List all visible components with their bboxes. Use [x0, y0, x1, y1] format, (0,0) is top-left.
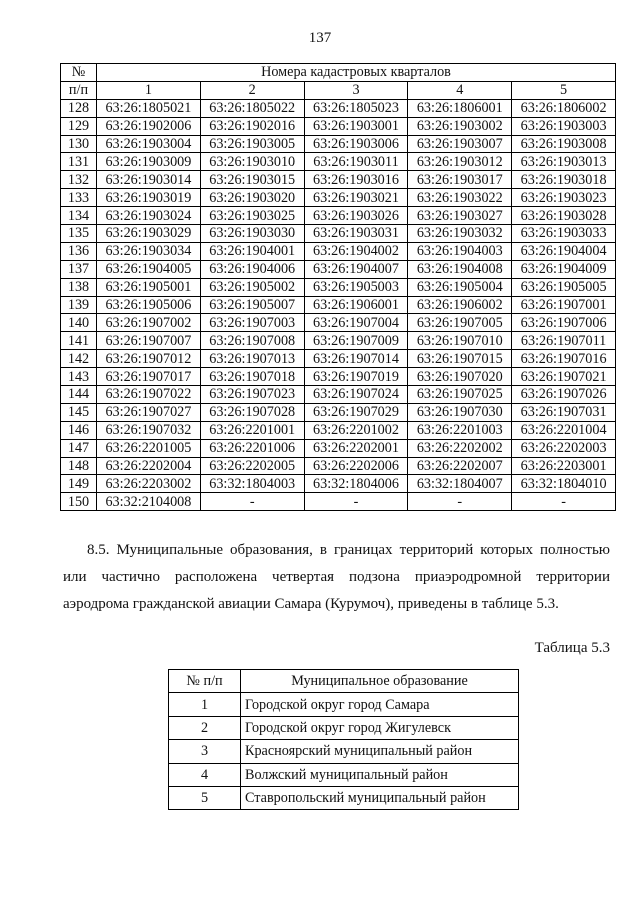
- row-number: 133: [61, 189, 97, 207]
- row-number: 138: [61, 278, 97, 296]
- cadastral-number-cell: 63:26:2201004: [512, 421, 616, 439]
- cadastral-number-cell: 63:26:1902016: [200, 117, 304, 135]
- row-number: 131: [61, 153, 97, 171]
- table-row: [61, 225, 616, 243]
- cadastral-number-cell: 63:26:1904004: [512, 242, 616, 260]
- table-column-numbers-row: [61, 81, 616, 99]
- cadastral-number-cell: 63:26:1806002: [512, 99, 616, 117]
- cadastral-number-cell: 63:26:1903002: [408, 117, 512, 135]
- cadastral-number-cell: -: [304, 493, 408, 511]
- cadastral-number-cell: 63:26:1907007: [97, 332, 201, 350]
- cadastral-number-cell: 63:26:1903005: [200, 135, 304, 153]
- row-number: 135: [61, 225, 97, 243]
- cadastral-number-cell: 63:26:1903018: [512, 171, 616, 189]
- table-row: [61, 171, 616, 189]
- cadastral-number-cell: 63:26:2202003: [512, 439, 616, 457]
- cadastral-number-cell: 63:26:1903033: [512, 225, 616, 243]
- cadastral-number-cell: 63:32:1804006: [304, 475, 408, 493]
- cadastral-number-cell: 63:26:1906002: [408, 296, 512, 314]
- table-row: [169, 716, 519, 739]
- cadastral-number-cell: 63:26:1907023: [200, 386, 304, 404]
- cadastral-number-cell: 63:26:2202004: [97, 457, 201, 475]
- cadastral-number-cell: 63:26:1806001: [408, 99, 512, 117]
- row-number: 128: [61, 99, 97, 117]
- paragraph-line: или частично расположена четвертая подзона приаэродромной территории: [63, 569, 610, 585]
- table-row: [61, 439, 616, 457]
- cadastral-number-cell: 63:32:2104008: [97, 493, 201, 511]
- cadastral-number-cell: 63:26:1903027: [408, 207, 512, 225]
- cadastral-number-cell: 63:26:1903023: [512, 189, 616, 207]
- cadastral-number-cell: 63:26:1902006: [97, 117, 201, 135]
- cadastral-number-cell: 63:26:2201001: [200, 421, 304, 439]
- row-number: 136: [61, 242, 97, 260]
- cadastral-number-cell: 63:26:1907013: [200, 350, 304, 368]
- cadastral-number-cell: 63:26:1903020: [200, 189, 304, 207]
- cadastral-number-cell: 63:26:1907021: [512, 368, 616, 386]
- cadastral-number-cell: 63:26:1907031: [512, 403, 616, 421]
- cadastral-number-cell: 63:26:1905006: [97, 296, 201, 314]
- row-number: 132: [61, 171, 97, 189]
- row-number: 2: [169, 716, 241, 739]
- table-row: [169, 740, 519, 763]
- cadastral-number-cell: 63:26:1903009: [97, 153, 201, 171]
- cadastral-number-cell: 63:26:1904005: [97, 260, 201, 278]
- cadastral-number-cell: 63:26:1907025: [408, 386, 512, 404]
- header-no-top: №: [61, 64, 97, 82]
- row-number: 4: [169, 763, 241, 786]
- cadastral-number-cell: 63:26:1903016: [304, 171, 408, 189]
- cadastral-number-cell: 63:26:1903015: [200, 171, 304, 189]
- cadastral-number-cell: 63:26:1904006: [200, 260, 304, 278]
- table-row: [61, 117, 616, 135]
- cadastral-number-cell: 63:26:2201006: [200, 439, 304, 457]
- cadastral-number-cell: 63:26:2201003: [408, 421, 512, 439]
- table-row: [61, 99, 616, 117]
- cadastral-number-cell: 63:26:2201005: [97, 439, 201, 457]
- cadastral-number-cell: 63:26:1903008: [512, 135, 616, 153]
- cadastral-quarters-table: [60, 63, 616, 511]
- table-row: [169, 786, 519, 809]
- cadastral-number-cell: 63:26:1903024: [97, 207, 201, 225]
- cadastral-number-cell: -: [408, 493, 512, 511]
- header-title: Номера кадастровых кварталов: [97, 64, 616, 82]
- cadastral-number-cell: 63:26:2203002: [97, 475, 201, 493]
- cadastral-number-cell: 63:26:1903021: [304, 189, 408, 207]
- cadastral-number-cell: 63:26:1907028: [200, 403, 304, 421]
- row-number: 139: [61, 296, 97, 314]
- row-number: 5: [169, 786, 241, 809]
- cadastral-number-cell: 63:26:1905003: [304, 278, 408, 296]
- cadastral-number-cell: 63:26:2202002: [408, 439, 512, 457]
- table-row: [61, 278, 616, 296]
- cadastral-number-cell: 63:26:1903031: [304, 225, 408, 243]
- cadastral-number-cell: 63:32:1804007: [408, 475, 512, 493]
- row-number: 134: [61, 207, 97, 225]
- cadastral-number-cell: 63:26:1907008: [200, 332, 304, 350]
- cadastral-number-cell: 63:26:1907004: [304, 314, 408, 332]
- municipalities-table: [168, 669, 519, 810]
- cadastral-number-cell: 63:26:1907005: [408, 314, 512, 332]
- column-number: 5: [512, 81, 616, 99]
- cadastral-number-cell: 63:26:1907017: [97, 368, 201, 386]
- table-row: [169, 693, 519, 716]
- cadastral-number-cell: 63:26:1903025: [200, 207, 304, 225]
- column-number: 3: [304, 81, 408, 99]
- cadastral-number-cell: 63:26:1904009: [512, 260, 616, 278]
- table-row: [61, 475, 616, 493]
- header-no: № п/п: [169, 670, 241, 693]
- column-number: 1: [97, 81, 201, 99]
- cadastral-number-cell: 63:26:1907026: [512, 386, 616, 404]
- cadastral-number-cell: 63:26:1903017: [408, 171, 512, 189]
- column-number: 4: [408, 81, 512, 99]
- row-number: 144: [61, 386, 97, 404]
- cadastral-number-cell: 63:26:1907015: [408, 350, 512, 368]
- row-number: 137: [61, 260, 97, 278]
- cadastral-number-cell: 63:26:1903034: [97, 242, 201, 260]
- cadastral-number-cell: 63:26:2202001: [304, 439, 408, 457]
- table-header-row: [169, 670, 519, 693]
- page-number: 137: [308, 30, 332, 46]
- table-row: [61, 207, 616, 225]
- cadastral-number-cell: 63:26:1904002: [304, 242, 408, 260]
- cadastral-number-cell: 63:26:1903004: [97, 135, 201, 153]
- municipality-name: Городской округ город Жигулевск: [241, 716, 519, 739]
- cadastral-number-cell: 63:26:1903012: [408, 153, 512, 171]
- row-number: 130: [61, 135, 97, 153]
- cadastral-number-cell: 63:26:1905002: [200, 278, 304, 296]
- row-number: 150: [61, 493, 97, 511]
- row-number: 140: [61, 314, 97, 332]
- cadastral-number-cell: 63:26:1907032: [97, 421, 201, 439]
- table-row: [61, 493, 616, 511]
- header-name: Муниципальное образование: [241, 670, 519, 693]
- cadastral-number-cell: 63:26:1907020: [408, 368, 512, 386]
- cadastral-number-cell: 63:26:1907022: [97, 386, 201, 404]
- cadastral-number-cell: 63:26:1905004: [408, 278, 512, 296]
- cadastral-number-cell: 63:26:1904007: [304, 260, 408, 278]
- cadastral-number-cell: 63:26:1905001: [97, 278, 201, 296]
- paragraph-line: аэродрома гражданской авиации Самара (Курумоч), приведены в таблице 5.3.: [63, 596, 559, 612]
- cadastral-number-cell: 63:26:1903022: [408, 189, 512, 207]
- table-row: [61, 403, 616, 421]
- cadastral-number-cell: 63:26:1907003: [200, 314, 304, 332]
- cadastral-number-cell: 63:26:1903007: [408, 135, 512, 153]
- cadastral-number-cell: 63:26:1903014: [97, 171, 201, 189]
- cadastral-number-cell: 63:26:1903028: [512, 207, 616, 225]
- row-number: 146: [61, 421, 97, 439]
- table-header-row: [61, 64, 616, 82]
- cadastral-number-cell: 63:32:1804003: [200, 475, 304, 493]
- table-row: [61, 296, 616, 314]
- cadastral-number-cell: 63:26:1907024: [304, 386, 408, 404]
- cadastral-number-cell: 63:26:2201002: [304, 421, 408, 439]
- cadastral-number-cell: 63:26:1907029: [304, 403, 408, 421]
- cadastral-number-cell: 63:26:1907030: [408, 403, 512, 421]
- table-row: [61, 135, 616, 153]
- cadastral-number-cell: -: [200, 493, 304, 511]
- table-row: [61, 189, 616, 207]
- cadastral-number-cell: 63:26:1905007: [200, 296, 304, 314]
- cadastral-number-cell: 63:26:1903010: [200, 153, 304, 171]
- row-number: 3: [169, 740, 241, 763]
- cadastral-number-cell: 63:26:1903030: [200, 225, 304, 243]
- row-number: 147: [61, 439, 97, 457]
- cadastral-number-cell: 63:26:1907001: [512, 296, 616, 314]
- cadastral-number-cell: 63:26:1903003: [512, 117, 616, 135]
- cadastral-number-cell: 63:26:1903011: [304, 153, 408, 171]
- cadastral-number-cell: 63:26:1907011: [512, 332, 616, 350]
- cadastral-number-cell: 63:26:1907010: [408, 332, 512, 350]
- cadastral-number-cell: 63:26:1907002: [97, 314, 201, 332]
- cadastral-number-cell: 63:26:1905005: [512, 278, 616, 296]
- cadastral-number-cell: 63:26:1903001: [304, 117, 408, 135]
- paragraph-line: 8.5. Муниципальные образования, в границах территорий которых полностью: [87, 542, 610, 558]
- municipality-name: Красноярский муниципальный район: [241, 740, 519, 763]
- cadastral-number-cell: 63:26:1907027: [97, 403, 201, 421]
- row-number: 1: [169, 693, 241, 716]
- cadastral-number-cell: 63:26:1904003: [408, 242, 512, 260]
- cadastral-number-cell: 63:26:1805023: [304, 99, 408, 117]
- table-row: [61, 260, 616, 278]
- cadastral-number-cell: 63:26:1906001: [304, 296, 408, 314]
- table-row: [61, 153, 616, 171]
- table-row: [61, 421, 616, 439]
- municipality-name: Городской округ город Самара: [241, 693, 519, 716]
- cadastral-number-cell: 63:26:1903026: [304, 207, 408, 225]
- cadastral-number-cell: 63:26:1907014: [304, 350, 408, 368]
- cadastral-number-cell: 63:26:1903019: [97, 189, 201, 207]
- row-number: 129: [61, 117, 97, 135]
- row-number: 143: [61, 368, 97, 386]
- table-row: [61, 332, 616, 350]
- column-number: 2: [200, 81, 304, 99]
- section-paragraph: [63, 537, 610, 618]
- cadastral-number-cell: 63:26:1805021: [97, 99, 201, 117]
- cadastral-number-cell: 63:26:2203001: [512, 457, 616, 475]
- table-row: [61, 368, 616, 386]
- cadastral-number-cell: 63:26:1805022: [200, 99, 304, 117]
- table-caption: Таблица 5.3: [534, 640, 610, 656]
- cadastral-number-cell: 63:26:1907018: [200, 368, 304, 386]
- cadastral-number-cell: 63:26:1903006: [304, 135, 408, 153]
- cadastral-number-cell: 63:26:1903029: [97, 225, 201, 243]
- cadastral-number-cell: 63:26:1907016: [512, 350, 616, 368]
- cadastral-number-cell: 63:26:1907019: [304, 368, 408, 386]
- cadastral-number-cell: 63:26:1903013: [512, 153, 616, 171]
- cadastral-number-cell: 63:26:1907012: [97, 350, 201, 368]
- row-number: 142: [61, 350, 97, 368]
- table-row: [169, 763, 519, 786]
- cadastral-number-cell: 63:26:2202007: [408, 457, 512, 475]
- row-number: 145: [61, 403, 97, 421]
- cadastral-number-cell: 63:26:1907006: [512, 314, 616, 332]
- table-row: [61, 242, 616, 260]
- cadastral-number-cell: 63:26:1907009: [304, 332, 408, 350]
- row-number: 148: [61, 457, 97, 475]
- cadastral-number-cell: 63:26:2202005: [200, 457, 304, 475]
- table-row: [61, 386, 616, 404]
- municipality-name: Волжский муниципальный район: [241, 763, 519, 786]
- row-number: 149: [61, 475, 97, 493]
- header-no-bottom: п/п: [61, 81, 97, 99]
- table-row: [61, 350, 616, 368]
- cadastral-number-cell: 63:26:2202006: [304, 457, 408, 475]
- table-row: [61, 457, 616, 475]
- cadastral-number-cell: -: [512, 493, 616, 511]
- cadastral-number-cell: 63:26:1903032: [408, 225, 512, 243]
- cadastral-number-cell: 63:32:1804010: [512, 475, 616, 493]
- cadastral-number-cell: 63:26:1904001: [200, 242, 304, 260]
- cadastral-number-cell: 63:26:1904008: [408, 260, 512, 278]
- row-number: 141: [61, 332, 97, 350]
- municipality-name: Ставропольский муниципальный район: [241, 786, 519, 809]
- table-row: [61, 314, 616, 332]
